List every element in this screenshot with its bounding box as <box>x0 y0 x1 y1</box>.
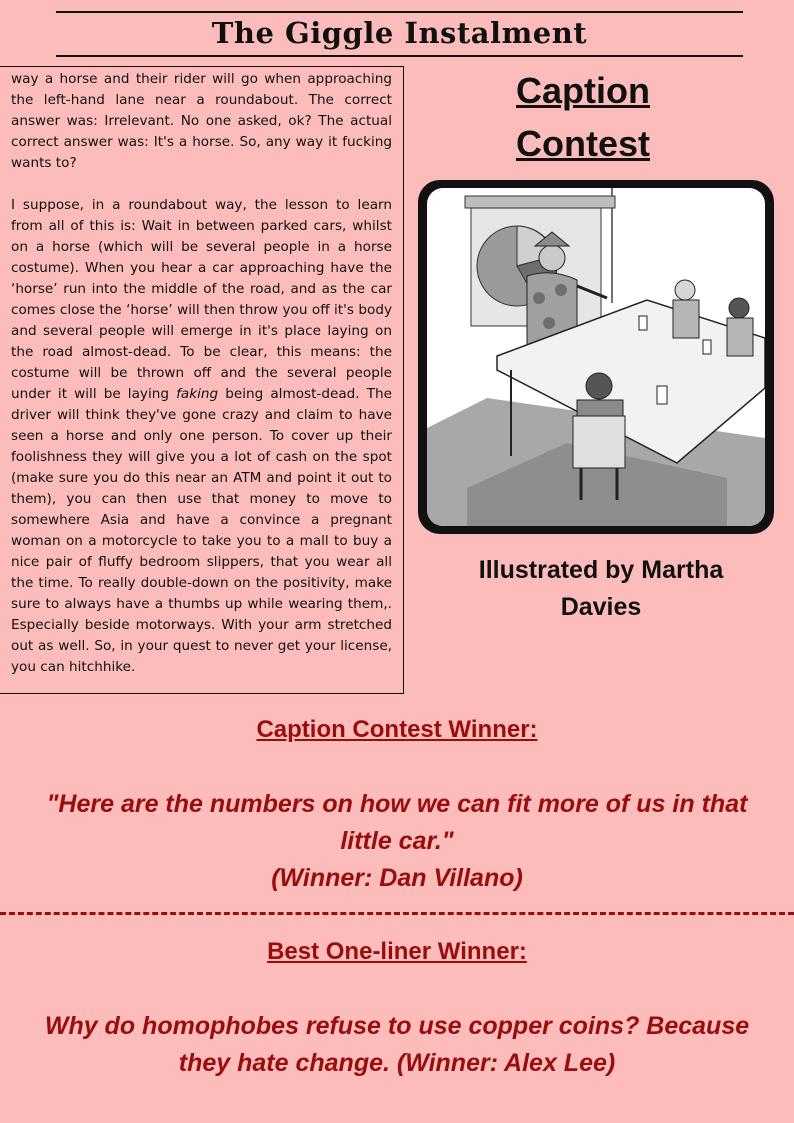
article-paragraph-2-start: I suppose, in a roundabout way, the lesson to learn from all of this is: Wait in between parked cars, whilst on a horse (which will be several people in a horse costume). When you hear a car approaching have the ‘horse’ run into the middle of the road, and as the car comes close the ‘horse’ will then throw you off it's body and several people will emerge in it's place laying on the road almost-dead. To be clear, this means: the costume will be thrown off and the several people under it will be laying <box>11 197 392 402</box>
illustrator-credit-line-1: Illustrated by Martha <box>478 556 724 584</box>
section-divider <box>0 912 794 915</box>
oneliner-winner-quote <box>10 1008 784 1082</box>
oneliner-winner-heading: Best One-liner Winner: <box>267 938 527 965</box>
caption-winner-quote <box>10 786 784 897</box>
caption-winner-heading: Caption Contest Winner: <box>256 716 538 743</box>
oneliner-line-1: Why do homophobes refuse to use copper coins? Because <box>44 1012 750 1040</box>
masthead-title: The Giggle Instalment <box>211 16 588 50</box>
illustrator-credit <box>430 552 772 626</box>
oneliner-line-2: they hate change. (Winner: Alex Lee) <box>178 1049 616 1077</box>
caption-contest-title <box>432 64 734 170</box>
article-emphasis: faking <box>176 386 219 402</box>
caption-quote-line-2: little car." <box>340 827 454 855</box>
cartoon-illustration-icon <box>427 188 765 526</box>
caption-title-line-2: Contest <box>516 123 650 164</box>
caption-quote-line-1: "Here are the numbers on how we can fit more of us in that <box>46 790 748 818</box>
masthead-rule-bottom <box>56 55 743 57</box>
cartoon-frame <box>418 180 774 534</box>
illustrator-credit-line-2: Davies <box>560 593 642 621</box>
article-paragraph-2-end: being almost-dead. The driver will think they've gone crazy and claim to have seen a horse and only one person. To cover up their foolishness they will give you a lot of cash on the spot (make sure you do this near an ATM and point it out to them), you can then use that money to move to somewhere Asia and have a convince a pregnant woman on a motorcycle to take you to a mall to buy a nice pair of fluffy bedroom slippers, that you wear all the time. To really double-down on the positivity, make sure to always have a thumbs up while wearing them,. Especially beside motorways. With your arm stretched out as well. So, in your quest to never get your license, you can hitchhike. <box>11 386 392 675</box>
article-paragraph-1: way a horse and their rider will go when approaching the left-hand lane near a roundabout. The correct answer was: Irrelevant. No one asked, ok? The actual correct answer was: It's a horse. So, any way it fucking wants to? <box>11 71 392 171</box>
caption-winner-name: (Winner: Dan Villano) <box>271 864 523 892</box>
article-column <box>0 66 404 694</box>
article-paragraph-2 <box>11 195 392 678</box>
caption-title-line-1: Caption <box>516 70 650 111</box>
